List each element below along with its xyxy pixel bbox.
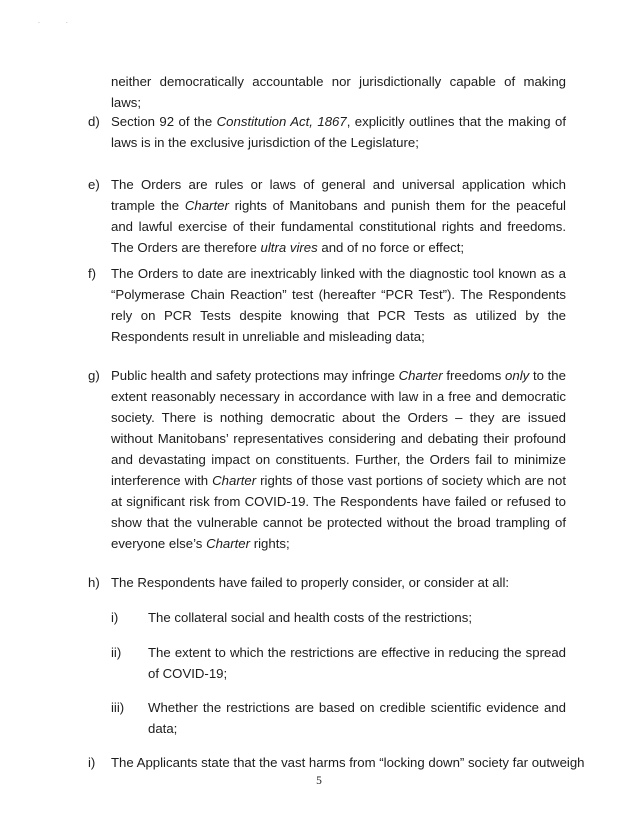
- item-d-text: Section 92 of the Constitution Act, 1867, explicitly outlines that the making of laws is in the exclusive jurisdiction of the Legislature;: [111, 114, 566, 150]
- item-e-text: The Orders are rules or laws of general and universal application which trample the Charter rights of Manitobans and punish them for the peaceful and lawful exercise of their fundamental constitutional rights and freedoms. The Orders are therefore ultra vires and of no force or effect;: [111, 177, 566, 255]
- item-g-text: Public health and safety protections may infringe Charter freedoms only to the extent reasonably necessary in accordance with law in a free and democratic society. There is nothing democratic about the Orders – they are issued without Manitobans’ representatives considering and debating their profound and devastating impact on constituents. Further, the Orders fail to minimize interference with Charter rights of those vast portions of society which are not at significant risk from COVID-19. The Respondents have failed or refused to show that the vulnerable cannot be protected without the broad trampling of everyone else’s Charter rights;: [111, 368, 566, 551]
- continuation-text: neither democratically accountable nor jurisdictionally capable of making laws;: [111, 74, 566, 110]
- subitem-ii-label: ii): [111, 645, 122, 660]
- scan-specks: . .: [38, 18, 80, 25]
- subitem-iii-text: Whether the restrictions are based on credible scientific evidence and data;: [148, 700, 566, 736]
- item-e-label: e): [88, 177, 100, 192]
- item-d-label: d): [88, 114, 100, 129]
- item-i-text: The Applicants state that the vast harms from “locking down” society far outweigh: [111, 755, 585, 770]
- page-number: 5: [316, 775, 322, 787]
- item-f-text: The Orders to date are inextricably linked with the diagnostic tool known as a “Polymerase Chain Reaction” test (hereafter “PCR Test”). The Respondents rely on PCR Tests despite knowing that PCR Tests as utilized by the Respondents result in unreliable and misleading data;: [111, 266, 566, 344]
- item-f-label: f): [88, 266, 97, 281]
- item-h-label: h): [88, 575, 100, 590]
- item-g-label: g): [88, 368, 100, 383]
- subitem-i-text: The collateral social and health costs of the restrictions;: [148, 610, 472, 625]
- subitem-ii-text: The extent to which the restrictions are effective in reducing the spread of COVID-19;: [148, 645, 566, 681]
- subitem-iii-label: iii): [111, 700, 125, 715]
- item-i-label: i): [88, 755, 96, 770]
- subitem-i-label: i): [111, 610, 119, 625]
- item-h-text: The Respondents have failed to properly consider, or consider at all:: [111, 575, 510, 590]
